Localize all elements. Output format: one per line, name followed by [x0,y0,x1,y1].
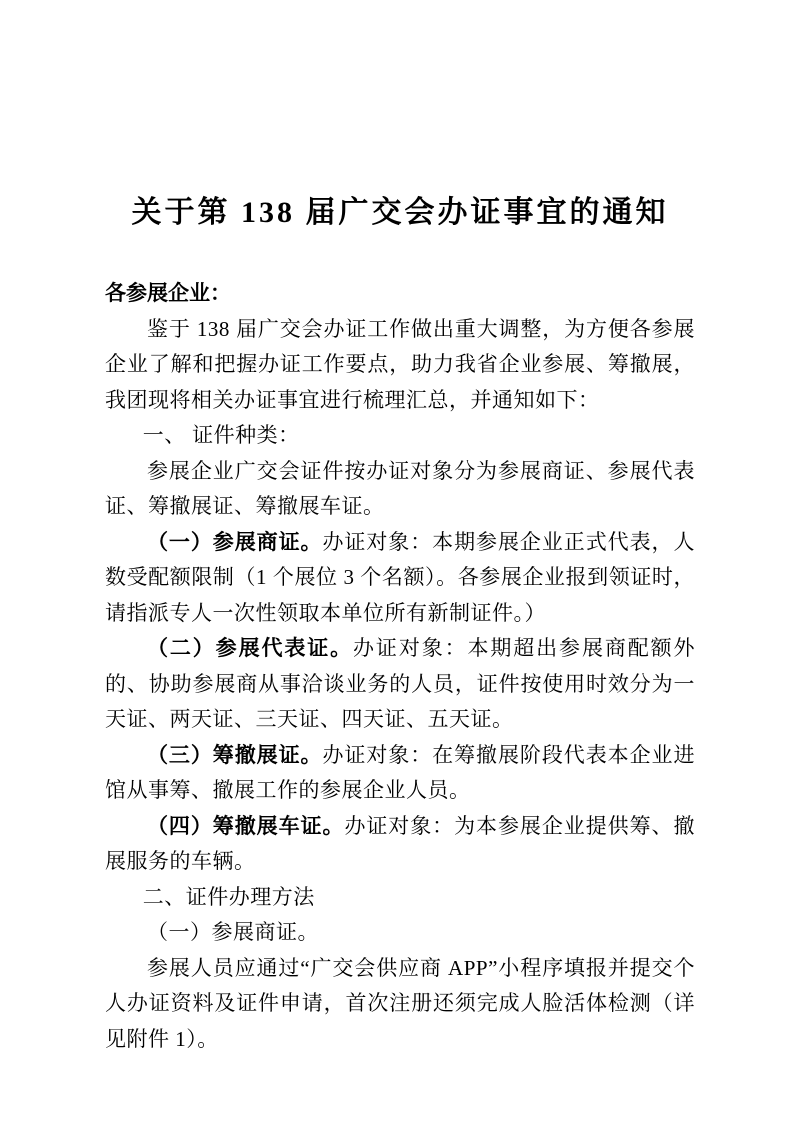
text-segment: 办证对象：为本参展企业提供筹、撤展服务的车辆。 [105,813,695,873]
text-segment: 办证对象：本期参展企业正式代表，人数受配额限制（1 个展位 3 个名额）。各参展企业报到领证时，请指派专人一次性领取本单位所有新制证件。） [105,529,695,625]
text-segment: 参展人员应通过“广交会供应商 APP”小程序填报并提交个人办证资料及证件申请，首次注册还须完成人脸活体检测（详见附件 1）。 [105,955,695,1051]
salutation: 各参展企业： [105,281,231,305]
text-segment: 办证对象：本期超出参展商配额外的、协助参展商从事洽谈业务的人员，证件按使用时效分为一天证、两天证、三天证、四天证、五天证。 [105,636,696,731]
subheading [105,915,695,951]
document-title: 关于第 138 届广交会办证事宜的通知 [131,196,669,229]
paragraph [105,738,695,809]
text-segment: （一）参展商证。 [147,920,319,944]
text-segment: 参展企业广交会证件按办证对象分为参展商证、参展代表证、筹撤展证、筹撤展车证。 [105,458,695,518]
paragraph [105,809,695,880]
heading [105,880,695,916]
paragraph [105,454,695,525]
text-segment: （三）筹撤展证。 [147,742,323,767]
text-segment: 办证对象：在筹撤展阶段代表本企业进馆从事筹、撤展工作的参展企业人员。 [105,742,695,802]
heading [105,418,695,454]
paragraph [105,631,695,738]
text-segment: （一）参展商证。 [147,529,323,554]
paragraph [105,525,695,632]
text-segment: （四）筹撤展车证。 [147,813,345,838]
text-segment: 鉴于 138 届广交会办证工作做出重大调整，为方便各参展企业了解和把握办证工作要点，助力我省企业参展、筹撤展，我团现将相关办证事宜进行梳理汇总，并通知如下： [105,316,695,412]
document-content [105,190,695,1057]
paragraph [105,312,695,419]
text-segment: （二）参展代表证。 [147,636,354,660]
text-segment: 二、证件办理方法 [142,885,315,909]
text-segment: 一、 证件种类： [142,424,300,447]
document-body [105,312,695,1058]
paragraph [105,951,695,1058]
